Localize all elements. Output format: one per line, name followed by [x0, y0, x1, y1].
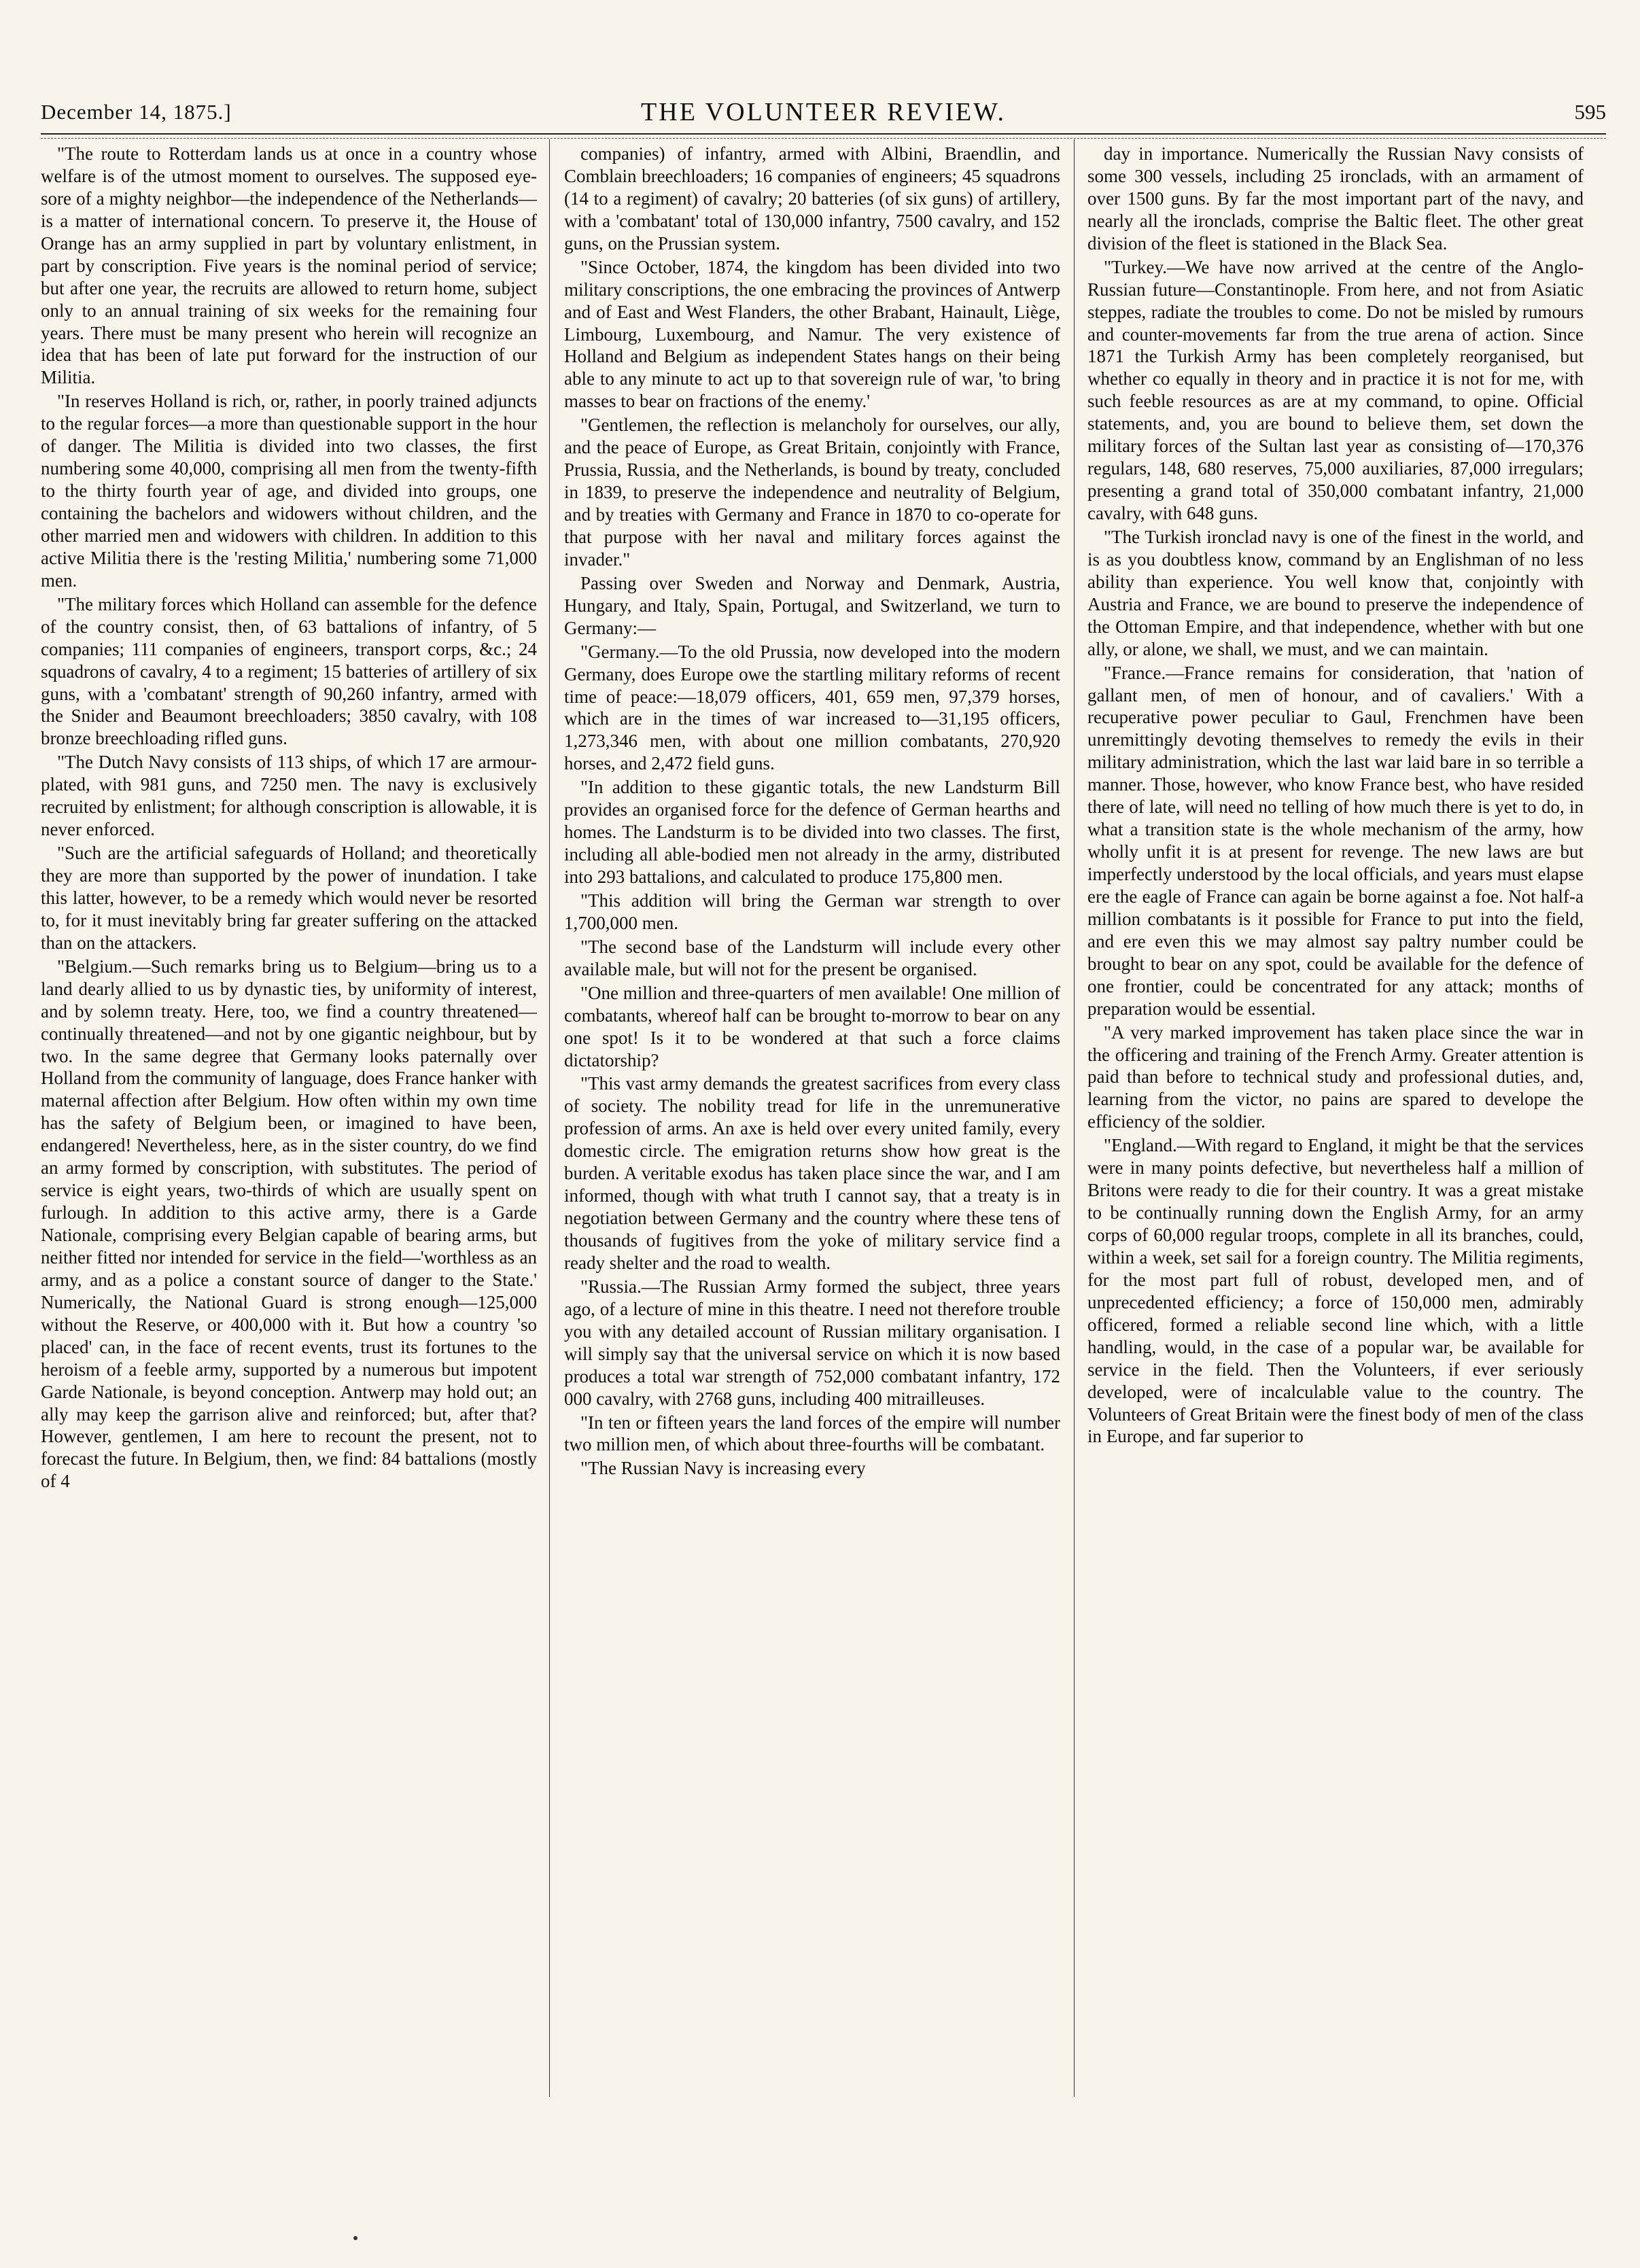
paragraph: day in importance. Numerically the Russian Navy consists of some 300 vessels, including 25 ironclads, with an armament of over 1500 guns. By far the most important part of the navy, and nearly all the ironclads, comprise the Baltic fleet. The other great division of the fleet is stationed in the Black Sea. [1087, 143, 1584, 254]
header-rule-dashed [41, 138, 1606, 139]
publication-title: THE VOLUNTEER REVIEW. [641, 98, 1006, 126]
paragraph: "Since October, 1874, the kingdom has been divided into two military conscriptions, the one embracing the provinces of Antwerp and of East and West Flanders, the other Brabant, Hainault, Liège, Limbourg, Luxembourg, and Namur. The very existence of Holland and Belgium as independent States hangs on their being able to any minute to act up to that sovereign rule of war, 'to bring masses to bear on fractions of the enemy.' [564, 256, 1060, 412]
paragraph: "This vast army demands the greatest sacrifices from every class of society. The nobility tread for life in the unremunerative profession of arms. An axe is held over every united family, every domestic circle. The emigration returns show how great is the burden. A veritable exodus has taken place since the war, and I am informed, though with what truth I cannot say, that a treaty is in negotiation between Germany and the country where these tens of thousands of fugitives from the yoke of military service find a ready shelter and the road to wealth. [564, 1073, 1060, 1273]
column-divider-1 [549, 139, 550, 2097]
ink-speck [353, 2236, 357, 2240]
paragraph: companies) of infantry, armed with Albini, Braendlin, and Comblain breechloaders; 16 companies of engineers; 45 squadrons (14 to a regiment) of cavalry; 20 batteries (of six guns) of artillery, with a 'combatant' total of 130,000 infantry, 7500 cavalry, and 152 guns, on the Prussian system. [564, 143, 1060, 254]
paragraph: "The route to Rotterdam lands us at once in a country whose welfare is of the utmost moment to ourselves. The supposed eye-sore of a mighty neighbor—the independence of the Netherlands—is a matter of international concern. To preserve it, the House of Orange has an army supplied in part by voluntary enlistment, in part by conscription. Five years is the nominal period of service; but after one year, the recruits are allowed to return home, subject only to an annual training of six weeks for the remaining four years. There must be many present who herein will recognize an idea that has been of late put forward for the instruction of our Militia. [41, 143, 537, 388]
paragraph: "The second base of the Landsturm will include every other available male, but will not for the present be organised. [564, 936, 1060, 979]
text-column-2 [564, 143, 1060, 2182]
page-number: 595 [1574, 100, 1606, 124]
paragraph: "In reserves Holland is rich, or, rather, in poorly trained adjuncts to the regular forces—a more than questionable support in the hour of danger. The Militia is divided into two classes, the first numbering some 40,000, comprising all men from the twenty-fifth to the thirty fourth year of age, and divided into groups, one containing the bachelors and widowers without children, and the other married men and widowers with children. In addition to this active Militia there is the 'resting Militia,' numbering some 71,000 men. [41, 391, 537, 591]
paragraph: "Belgium.—Such remarks bring us to Belgium—bring us to a land dearly allied to us by dynastic ties, by uniformity of interest, and by solemn treaty. Here, too, we find a country threatened—continually threatened—and not by one gigantic neighbour, but by two. In the same degree that Germany looks paternally over Holland from the community of language, does France hanker with maternal affection after Belgium. How often within my own time has the safety of Belgium been, or imagined to have been, endangered! Nevertheless, here, as in the sister country, do we find an army formed by conscription, with substitutes. The period of service is eight years, two-thirds of which are usually spent on furlough. In addition to this active army, there is a Garde Nationale, comprising every Belgian capable of bearing arms, but neither fitted nor intended for service in the field—'worthless as an army, and as a police a constant source of danger to the State.' Numerically, the National Guard is strong enough—125,000 without the Reserve, or 400,000 with it. But how a country 'so placed' can, in the face of recent events, trust its fortunes to the heroism of a feeble army, supported by a numerous but impotent Garde Nationale, is beyond conception. Antwerp may hold out; an ally may keep the garrison alive and reinforced; but, after that? However, gentlemen, I am here to recount the present, not to forecast the future. In Belgium, then, we find: 84 battalions (mostly of 4 [41, 956, 537, 1492]
paragraph: "The military forces which Holland can assemble for the defence of the country consist, then, of 63 battalions of infantry, of 5 companies; 111 companies of engineers, transport corps, &c.; 24 squadrons of cavalry, 4 to a regiment; 15 batteries of artillery of six guns, with a 'combatant' strength of 90,260 infantry, armed with the Snider and Beaumont breechloaders; 3850 cavalry, with 108 bronze breechloading rifled guns. [41, 593, 537, 749]
paragraph: Passing over Sweden and Norway and Denmark, Austria, Hungary, and Italy, Spain, Portugal, and Switzerland, we turn to Germany:— [564, 572, 1060, 638]
text-column-3 [1087, 143, 1584, 2182]
paragraph: "Such are the artificial safeguards of Holland; and theoretically they are more than supported by the power of inundation. I take this latter, however, to be a remedy which would never be resorted to, for it must inevitably bring far greater suffering on the attacked than on the attackers. [41, 843, 537, 953]
column-divider-2 [1074, 139, 1075, 2097]
paragraph: "The Russian Navy is increasing every [580, 1458, 866, 1479]
paragraph: "Gentlemen, the reflection is melancholy for ourselves, our ally, and the peace of Europe, as Great Britain, conjointly with France, Prussia, Russia, and the Netherlands, is bound by treaty, concluded in 1839, to preserve the independence and neutrality of Belgium, and by treaties with Germany and France in 1870 to co-operate for that purpose with her naval and military forces against the invader." [564, 415, 1060, 570]
paragraph: "This addition will bring the German war strength to over 1,700,000 men. [564, 890, 1060, 933]
paragraph: "One million and three-quarters of men available! One million of combatants, whereof half can be brought to-morrow to bear on any one spot! Is it to be wondered at that such a force claims dictatorship? [564, 982, 1060, 1070]
paragraph: "The Turkish ironclad navy is one of the finest in the world, and is as you doubtless know, command by an Englishman of no less ability than experience. You well know that, conjointly with Austria and France, we are bound to preserve the independence of the Ottoman Empire, and that independence, whether with but one ally, or alone, we shall, we must, and we can maintain. [1087, 526, 1584, 659]
paragraph: "England.—With regard to England, it might be that the services were in many points defective, but nevertheless half a million of Britons were ready to die for their country. It was a great mistake to be continually running down the English Army, for an army corps of 60,000 regular troops, complete in all its branches, could, within a week, set sail for a foreign country. The Militia regiments, for the most part full of robust, developed men, and of unprecedented efficiency; a force of 150,000 men, admirably officered, formed a reliable second line which, with a little handling, would, in the case of a popular war, be available for service in the field. Then the Volunteers, if ever seriously developed, were of incalculable value to the country. The Volunteers of Great Britain were the finest body of men of the class in Europe, and far superior to [1087, 1135, 1584, 1447]
paragraph: "In addition to these gigantic totals, the new Landsturm Bill provides an organised force for the defence of German hearths and homes. The Landsturm is to be divided into two classes. The first, including all able-bodied men not already in the army, distributed into 293 battalions, and calculated to produce 175,800 men. [564, 777, 1060, 887]
paragraph: "France.—France remains for consideration, that 'nation of gallant men, of men of honour, and of cavaliers.' With a recuperative power peculiar to Gaul, Frenchmen have been unremittingly devoting themselves to remedy the evils in their military administration, which the last war laid bare in so terrible a manner. Those, however, who know France best, who have resided there of late, will need no telling of how much there is yet to do, in what a transition state is the whole mechanism of the army, how wholly unfit it is at present for revenge. The new laws are but imperfectly understood by the local officials, and years must elapse ere the eagle of France can again be borne against a foe. Not half-a million combatants is it possible for France to put into the field, and ere even this we may almost say paltry number could be brought to bear on any spot, could be available for the defence of one frontier, could be concentrated for any attack; months of preparation would be essential. [1087, 662, 1584, 1019]
paragraph: "A very marked improvement has taken place since the war in the officering and training of the French Army. Greater attention is paid than before to technical study and professional duties, and, learning from the victor, no pains are spared to develope the efficiency of the soldier. [1087, 1022, 1584, 1132]
paragraph: "Germany.—To the old Prussia, now developed into the modern Germany, does Europe owe the startling military reforms of recent time of peace:—18,079 officers, 401, 659 men, 97,379 horses, which are in the times of war increased to—31,195 officers, 1,273,346 men, with about one million combatants, 270,920 horses, and 2,472 field guns. [564, 641, 1060, 774]
paragraph: "Russia.—The Russian Army formed the subject, three years ago, of a lecture of mine in this theatre. I need not therefore trouble you with any detailed account of Russian military organisation. I will simply say that the universal service on which it is now based produces a total war strength of 752,000 combatant infantry, 172 000 cavalry, with 2768 guns, including 400 mitrailleuses. [564, 1276, 1060, 1409]
page-header [41, 88, 1606, 136]
text-column-1 [41, 143, 537, 2182]
paragraph: "Turkey.—We have now arrived at the centre of the Anglo-Russian future—Constantinople. From here, and not from Asiatic steppes, radiate the troubles to come. Do not be misled by rumours and counter-movements far from the true arena of action. Since 1871 the Turkish Army has been completely reorganised, but whether co equally in theory and in practice it is not for me, with such feeble resources as are at my command, to opine. Official statements, and, you are bound to believe them, set down the military forces of the Sultan last year as consisting of—170,376 regulars, 148, 680 reserves, 75,000 auxiliaries, 87,000 irregulars; presenting a grand total of 350,000 combatant infantry, 21,000 cavalry, with 648 guns. [1087, 256, 1584, 523]
paragraph: "In ten or fifteen years the land forces of the empire will number two million men, of which about three-fourths will be combatant. [564, 1412, 1060, 1455]
paragraph: "The Dutch Navy consists of 113 ships, of which 17 are armour-plated, with 981 guns, and 7250 men. The navy is exclusively recruited by enlistment; for although conscription is allowable, it is never enforced. [41, 752, 537, 840]
header-rule [41, 133, 1606, 135]
issue-date: December 14, 1875.] [41, 100, 232, 124]
